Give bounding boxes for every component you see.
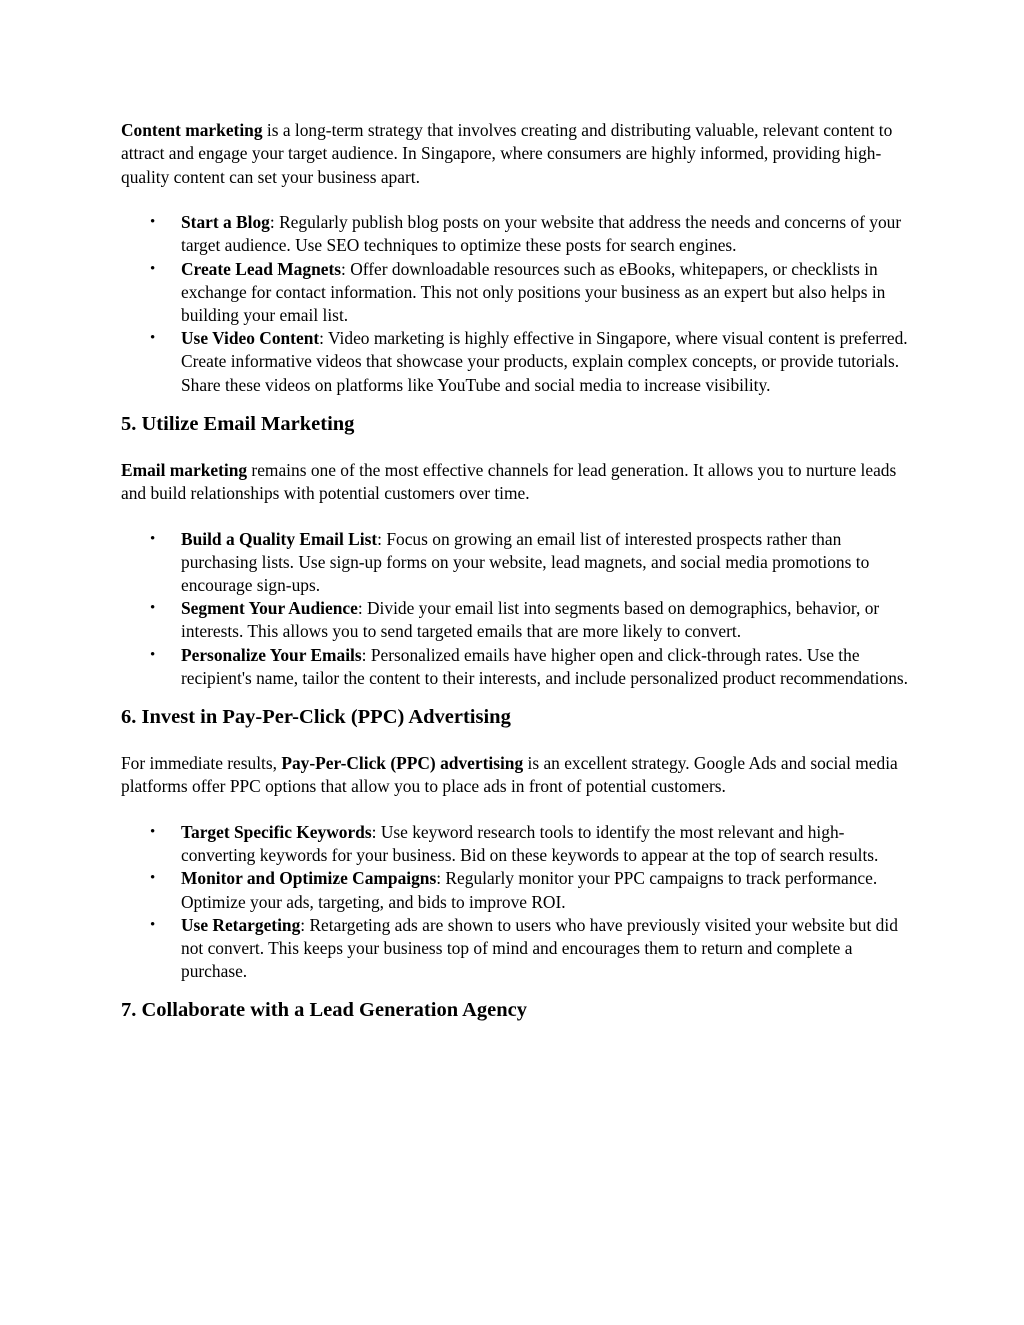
bullet-icon: • [150, 646, 156, 663]
ppc-paragraph [121, 752, 911, 799]
document-page [121, 119, 911, 1045]
list-item-text: : Regularly publish blog posts on your website that address the needs and concerns of your target audience. Use SEO techniques to optimize these posts for search engines. [181, 212, 902, 256]
bullet-icon: • [150, 530, 156, 547]
section-heading-ppc-advertising: 6. Invest in Pay-Per-Click (PPC) Advertising [121, 706, 511, 729]
list-item [121, 914, 911, 984]
ppc-list [121, 821, 911, 983]
list-item [121, 867, 911, 913]
list-item-text: : Retargeting ads are shown to users who have previously visited your website but did not convert. This keeps your business top of mind and encourages them to return and complete a purchase. [181, 914, 898, 982]
list-item-title: Target Specific Keywords [181, 821, 372, 842]
list-item [121, 258, 911, 328]
section-heading-lead-generation-agency: 7. Collaborate with a Lead Generation Agency [121, 999, 527, 1022]
bullet-icon: • [150, 260, 156, 277]
list-item-text: : Regularly monitor your PPC campaigns to track performance. Optimize your ads, targeting, and bids to improve ROI. [181, 868, 878, 912]
list-item [121, 528, 911, 598]
paragraph-text: For immediate results, [121, 753, 282, 774]
list-item-title: Personalize Your Emails [181, 644, 362, 665]
bullet-icon: • [150, 916, 156, 933]
list-item-text: : Video marketing is highly effective in Singapore, where visual content is preferred. Create informative videos that showcase your products, explain complex concepts, or provide tutorials. Share these videos on platforms like YouTube and social media to increase visibility. [181, 328, 908, 395]
list-item-title: Use Retargeting [181, 914, 301, 935]
list-item [121, 644, 911, 690]
email-marketing-paragraph [121, 459, 911, 506]
list-item [121, 211, 911, 257]
bullet-icon: • [150, 870, 156, 887]
list-item-text: : Personalized emails have higher open and click-through rates. Use the recipient's name, tailor the content to their interests, and include personalized product recommendations. [181, 644, 909, 688]
list-item [121, 327, 911, 397]
email-marketing-list [121, 528, 911, 690]
paragraph-bold-term: Pay-Per-Click (PPC) advertising [281, 753, 524, 774]
bullet-icon: • [150, 330, 156, 347]
paragraph-bold-term: Email marketing [121, 459, 248, 480]
bullet-icon: • [150, 214, 156, 231]
list-item [121, 597, 911, 643]
bullet-icon: • [150, 823, 156, 840]
paragraph-text: remains one of the most effective channels for lead generation. It allows you to nurture leads and build relationships with potential customers over time. [121, 459, 897, 504]
content-marketing-paragraph [121, 119, 911, 189]
list-item-title: Segment Your Audience [181, 598, 358, 619]
list-item-text: : Divide your email list into segments based on demographics, behavior, or interests. This allows you to send targeted emails that are more likely to convert. [181, 598, 880, 642]
list-item-title: Use Video Content [181, 328, 320, 349]
bullet-icon: • [150, 600, 156, 617]
list-item-text: : Use keyword research tools to identify the most relevant and high-converting keywords for your business. Bid on these keywords to appear at the top of search results. [181, 821, 879, 866]
list-item-title: Build a Quality Email List [181, 528, 378, 549]
paragraph-text: is a long-term strategy that involves creating and distributing valuable, relevant content to attract and engage your target audience. In Singapore, where consumers are highly informed, providing high-quality content can set your business apart. [121, 120, 893, 187]
list-item-title: Create Lead Magnets [181, 258, 342, 279]
list-item-title: Start a Blog [181, 212, 270, 233]
content-marketing-list [121, 211, 911, 397]
paragraph-bold-term: Content marketing [121, 120, 263, 140]
list-item [121, 821, 911, 867]
list-item-text: : Offer downloadable resources such as eBooks, whitepapers, or checklists in exchange for contact information. This not only positions your business as an expert but also helps in building your email list. [181, 258, 886, 326]
paragraph-text: is an excellent strategy. Google Ads and social media platforms offer PPC options that allow you to place ads in front of potential customers. [121, 753, 898, 797]
section-heading-email-marketing: 5. Utilize Email Marketing [121, 412, 355, 435]
list-item-text: : Focus on growing an email list of interested prospects rather than purchasing lists. Use sign-up forms on your website, lead magnets, and social media promotions to encourage sign-ups. [181, 528, 870, 596]
list-item-title: Monitor and Optimize Campaigns [181, 868, 437, 889]
